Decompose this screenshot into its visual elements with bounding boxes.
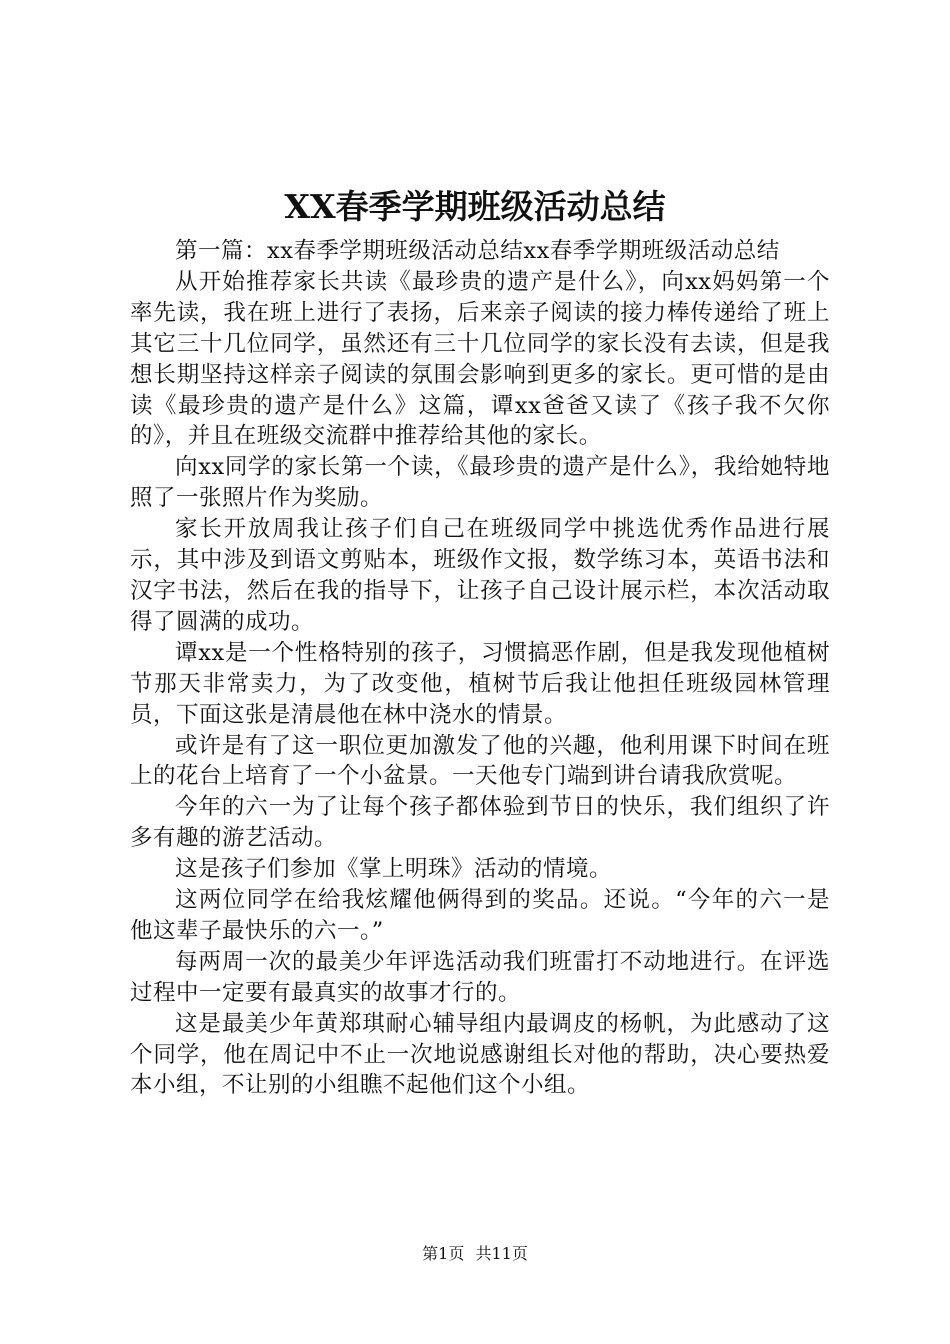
paragraph: 第一篇：xx春季学期班级活动总结xx春季学期班级活动总结 xyxy=(175,238,780,264)
page-number: 第1页 xyxy=(422,1244,465,1263)
paragraph: 今年的六一为了让每个孩子都体验到节日的快乐，我们组织了许多有趣的游艺活动。 xyxy=(130,794,830,852)
paragraph: 或许是有了这一职位更加激发了他的兴趣，他利用课下时间在班上的花台上培育了一个小盆景。一天他专门端到讲台请我欣赏呢。 xyxy=(130,732,830,790)
document-body xyxy=(130,236,830,1101)
document-title: XX春季学期班级活动总结 xyxy=(284,187,666,226)
paragraph: 这两位同学在给我炫耀他俩得到的奖品。还说。“今年的六一是他这辈子最快乐的六一。” xyxy=(130,887,830,944)
page-total: 共11页 xyxy=(475,1244,528,1263)
paragraph: 每两周一次的最美少年评选活动我们班雷打不动地进行。在评选过程中一定要有最真实的故事才行的。 xyxy=(130,948,830,1006)
paragraph: 这是孩子们参加《掌上明珠》活动的情境。 xyxy=(175,856,613,883)
page-footer xyxy=(0,1242,950,1266)
paragraph: 家长开放周我让孩子们自己在班级同学中挑选优秀作品进行展示，其中涉及到语文剪贴本，班级作文报，数学练习本，英语书法和汉字书法，然后在我的指导下，让孩子自己设计展示栏，本次活动取得了圆满的成功。 xyxy=(130,516,830,635)
paragraph: 从开始推荐家长共读《最珍贵的遗产是什么》，向xx妈妈第一个率先读，我在班上进行了表扬，后来亲子阅读的接力棒传递给了班上其它三十几位同学，虽然还有三十几位同学的家长没有去读，但是我想长期坚持这样亲子阅读的氛围会影响到更多的家长。更可惜的是由读《最珍贵的遗产是什么》这篇，谭xx爸爸又读了《孩子我不欠你的》，并且在班级交流群中推荐给其他的家长。 xyxy=(130,268,830,450)
paragraph: 谭xx是一个性格特别的孩子，习惯搞恶作剧，但是我发现他植树节那天非常卖力，为了改变他，植树节后我让他担任班级园林管理员，下面这张是清晨他在林中浇水的情景。 xyxy=(130,639,830,728)
paragraph: 向xx同学的家长第一个读，《最珍贵的遗产是什么》，我给她特地照了一张照片作为奖励。 xyxy=(130,454,830,512)
paragraph: 这是最美少年黄郑琪耐心辅导组内最调皮的杨帆，为此感动了这个同学，他在周记中不止一次地说感谢组长对他的帮助，决心要热爱本小组，不让别的小组瞧不起他们这个小组。 xyxy=(130,1010,830,1099)
